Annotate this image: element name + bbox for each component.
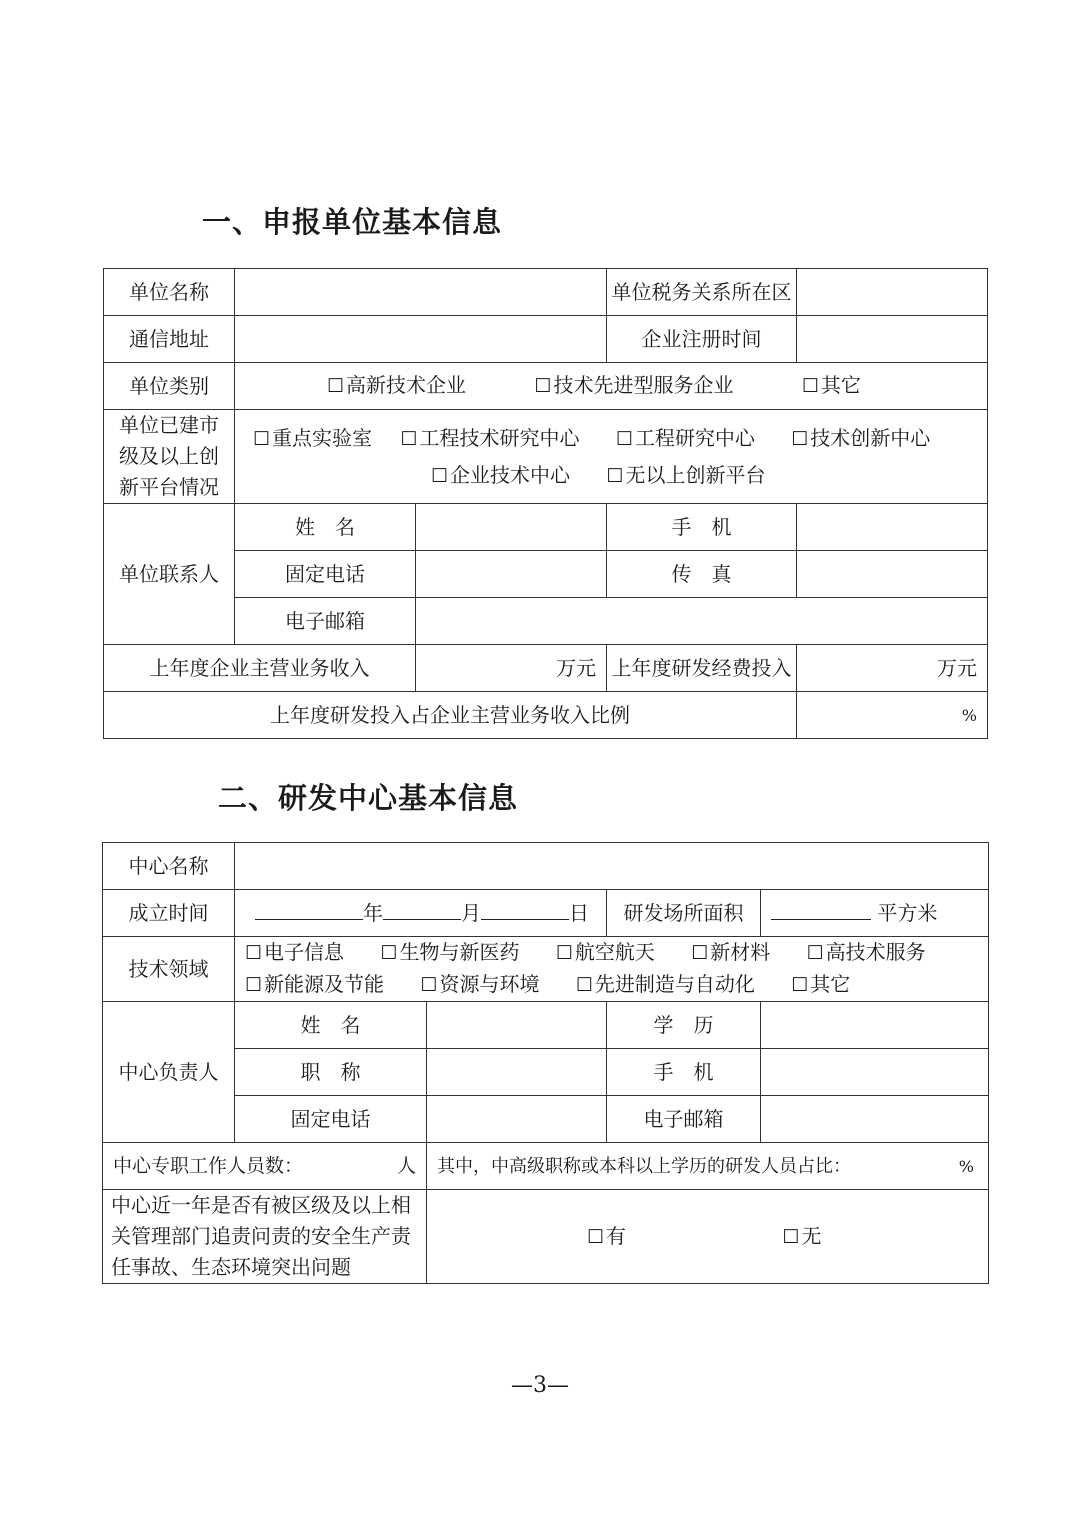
field-label: 技术领域: [103, 937, 235, 1002]
checkbox-icon: ☐: [791, 427, 809, 450]
head-title-field[interactable]: [427, 1049, 607, 1096]
year-blank[interactable]: [255, 897, 363, 920]
platform-option[interactable]: ☐ 工程研究中心: [615, 425, 755, 450]
section1-title: 一、申报单位基本信息: [202, 205, 503, 239]
address-label: 通信地址: [104, 316, 235, 363]
field-option[interactable]: ☐ 新能源及节能: [245, 972, 385, 996]
contact-email-label: 电子邮箱: [235, 598, 416, 645]
area-blank[interactable]: [771, 897, 871, 920]
rd-center-info-table: [102, 842, 989, 1284]
platform-option[interactable]: ☐ 企业技术中心: [431, 462, 571, 487]
head-phone-field[interactable]: [427, 1096, 607, 1143]
tax-district-label: 单位税务关系所在区: [607, 269, 797, 316]
section2-title: 二、研发中心基本信息: [218, 781, 519, 815]
month-blank[interactable]: [383, 897, 461, 920]
day-label: 日: [569, 901, 589, 925]
category-option[interactable]: ☐ 其它: [801, 373, 861, 397]
center-name-label: 中心名称: [103, 843, 235, 890]
unit-name-label: 单位名称: [104, 269, 235, 316]
day-blank[interactable]: [481, 897, 569, 920]
unit-name-field[interactable]: [235, 269, 607, 316]
field-option[interactable]: ☐ 其它: [791, 972, 851, 996]
field-option[interactable]: ☐ 新材料: [691, 940, 771, 964]
category-label: 单位类别: [104, 363, 235, 410]
head-name-field[interactable]: [427, 1002, 607, 1049]
field-option[interactable]: ☐ 生物与新医药: [380, 940, 520, 964]
checkbox-icon: ☐: [431, 464, 449, 487]
checkbox-icon: ☐: [606, 464, 624, 487]
area-field[interactable]: [761, 890, 989, 937]
contact-mobile-field[interactable]: [797, 504, 988, 551]
category-option[interactable]: ☐ 高新技术企业: [327, 373, 467, 397]
senior-label: 其中，中高级职称或本科以上学历的研发人员占比：: [437, 1155, 851, 1177]
checkbox-icon: ☐: [253, 427, 271, 450]
reg-time-label: 企业注册时间: [607, 316, 797, 363]
platform-option[interactable]: ☐ 无以上创新平台: [606, 462, 766, 487]
contact-name-field[interactable]: [416, 504, 607, 551]
accident-yes-option[interactable]: ☐ 有: [587, 1223, 627, 1248]
month-label: 月: [461, 901, 481, 925]
contact-fax-field[interactable]: [797, 551, 988, 598]
contact-email-field[interactable]: [416, 598, 988, 645]
contact-fax-label: 传 真: [607, 551, 797, 598]
founded-date-field[interactable]: [235, 890, 607, 937]
field-options: [235, 937, 989, 1002]
area-unit: 平方米: [877, 901, 938, 925]
category-options: [235, 363, 988, 410]
head-label: 中心负责人: [103, 1002, 235, 1143]
checkbox-icon: ☐: [555, 942, 573, 964]
head-email-field[interactable]: [761, 1096, 989, 1143]
field-option[interactable]: ☐ 先进制造与自动化: [575, 972, 755, 996]
field-option[interactable]: ☐ 高技术服务: [806, 940, 926, 964]
year-label: 年: [363, 901, 383, 925]
head-education-label: 学 历: [607, 1002, 761, 1049]
platform-option[interactable]: ☐ 重点实验室: [253, 425, 373, 450]
senior-unit: %: [958, 1156, 974, 1176]
contact-label: 单位联系人: [104, 504, 235, 645]
staff-unit: 人: [396, 1154, 416, 1177]
field-option[interactable]: ☐ 电子信息: [245, 940, 345, 964]
revenue-label: 上年度企业主营业务收入: [104, 645, 416, 692]
checkbox-icon: ☐: [587, 1225, 605, 1248]
accident-label: 中心近一年是否有被区级及以上相关管理部门追责问责的安全生产责任事故、生态环境突出问题: [103, 1190, 427, 1284]
checkbox-icon: ☐: [245, 974, 263, 996]
head-email-label: 电子邮箱: [607, 1096, 761, 1143]
checkbox-icon: ☐: [400, 427, 418, 450]
checkbox-icon: ☐: [420, 974, 438, 996]
checkbox-icon: ☐: [801, 375, 819, 397]
contact-name-label: 姓 名: [235, 504, 416, 551]
rd-field[interactable]: [797, 645, 988, 692]
rd-label: 上年度研发经费投入: [607, 645, 797, 692]
platform-options: [235, 410, 988, 504]
address-field[interactable]: [235, 316, 607, 363]
field-option[interactable]: ☐ 航空航天: [555, 940, 655, 964]
staff-count-field[interactable]: [103, 1143, 427, 1190]
reg-time-field[interactable]: [797, 316, 988, 363]
revenue-field[interactable]: [416, 645, 607, 692]
ratio-field[interactable]: [797, 692, 988, 739]
head-mobile-label: 手 机: [607, 1049, 761, 1096]
field-option[interactable]: ☐ 资源与环境: [420, 972, 540, 996]
platform-label: 单位已建市级及以上创新平台情况: [104, 410, 235, 504]
checkbox-icon: ☐: [791, 974, 809, 996]
staff-label: 中心专职工作人员数：: [113, 1154, 304, 1177]
checkbox-icon: ☐: [380, 942, 398, 964]
checkbox-icon: ☐: [575, 974, 593, 996]
accident-options: [427, 1190, 989, 1284]
accident-no-option[interactable]: ☐ 无: [782, 1223, 822, 1248]
checkbox-icon: ☐: [245, 942, 263, 964]
platform-option[interactable]: ☐ 工程技术研究中心: [400, 425, 580, 450]
contact-phone-field[interactable]: [416, 551, 607, 598]
revenue-unit: 万元: [556, 655, 596, 680]
founded-label: 成立时间: [103, 890, 235, 937]
head-mobile-field[interactable]: [761, 1049, 989, 1096]
ratio-label: 上年度研发投入占企业主营业务收入比例: [104, 692, 797, 739]
head-phone-label: 固定电话: [235, 1096, 427, 1143]
platform-option[interactable]: ☐ 技术创新中心: [791, 425, 931, 450]
contact-mobile-label: 手 机: [607, 504, 797, 551]
rd-unit: 万元: [937, 655, 977, 680]
contact-phone-label: 固定电话: [235, 551, 416, 598]
checkbox-icon: ☐: [806, 942, 824, 964]
checkbox-icon: ☐: [327, 375, 345, 397]
head-title-label: 职 称: [235, 1049, 427, 1096]
center-name-field[interactable]: [235, 843, 989, 890]
checkbox-icon: ☐: [615, 427, 633, 450]
checkbox-icon: ☐: [534, 375, 552, 397]
area-label: 研发场所面积: [607, 890, 761, 937]
checkbox-icon: ☐: [782, 1225, 800, 1248]
head-name-label: 姓 名: [235, 1002, 427, 1049]
head-education-field[interactable]: [761, 1002, 989, 1049]
applicant-info-table: [103, 268, 988, 739]
senior-ratio-field[interactable]: [427, 1143, 989, 1190]
checkbox-icon: ☐: [691, 942, 709, 964]
category-option[interactable]: ☐ 技术先进型服务企业: [534, 373, 734, 397]
tax-district-field[interactable]: [797, 269, 988, 316]
ratio-unit: %: [961, 705, 977, 725]
page-number: —3—: [511, 1373, 569, 1398]
